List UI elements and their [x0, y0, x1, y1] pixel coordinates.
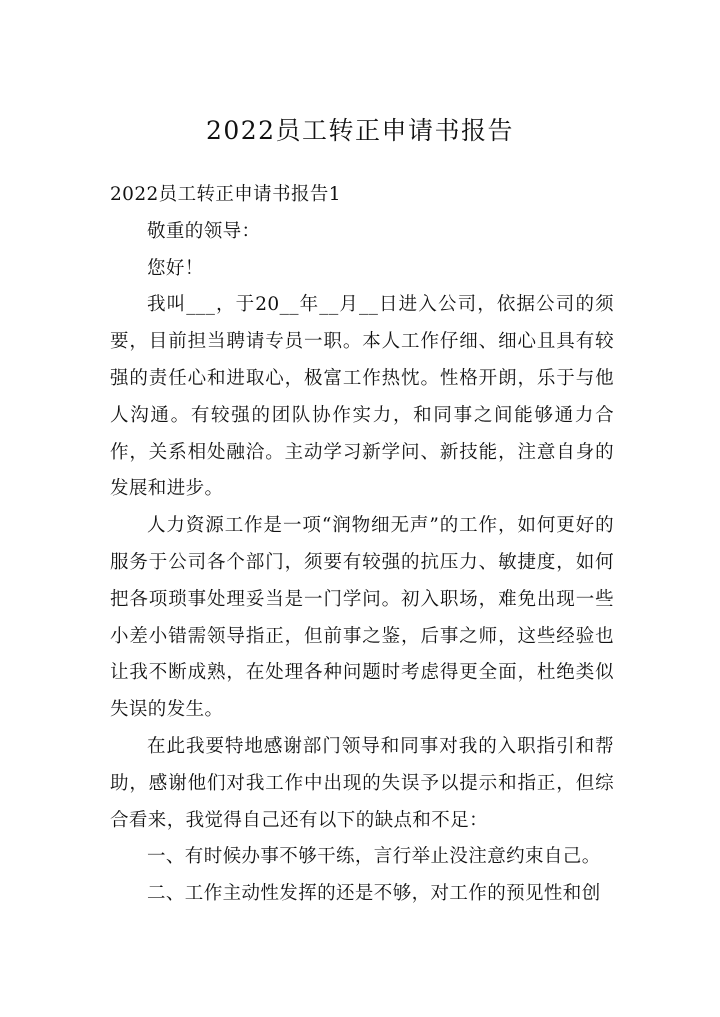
greeting: 您好！ — [147, 257, 204, 279]
shortcoming-item-2: 二、工作主动性发挥的还是不够，对工作的预见性和创 — [147, 883, 601, 905]
section-heading: 2022员工转正申请书报告1 — [110, 184, 341, 205]
document-title: 2022员工转正申请书报告 — [205, 116, 515, 145]
paragraph-introduction: 我叫___，于20__年__月__日进入公司，依据公司的须要，目前担当聘请专员一职。本人工作仔细、细心且具有较强的责任心和进取心，极富工作热忱。性格开朗，乐于与他人沟通。有较强的团队协作实力，和同事之间能够通力合作，关系相处融洽。主动学习新学问、新技能，注意自身的发展和进步。 — [110, 294, 614, 500]
paragraph-thanks: 在此我要特地感谢部门领导和同事对我的入职指引和帮助，感谢他们对我工作中出现的失误予以提示和指正，但综合看来，我觉得自己还有以下的缺点和不足： — [110, 735, 614, 831]
document-body — [110, 177, 614, 913]
paragraph-work-reflection: 人力资源工作是一项“润物细无声”的工作，如何更好的服务于公司各个部门，须要有较强的抗压力、敏捷度，如何把各项琐事处理妥当是一门学问。初入职场，难免出现一些小差小错需领导指正，但前事之鉴，后事之师，这些经验也让我不断成熟，在处理各种问题时考虑得更全面，杜绝类似失误的发生。 — [110, 515, 614, 721]
salutation: 敬重的领导： — [147, 220, 261, 242]
shortcoming-item-1: 一、有时候办事不够干练，言行举止没注意约束自己。 — [147, 846, 601, 868]
